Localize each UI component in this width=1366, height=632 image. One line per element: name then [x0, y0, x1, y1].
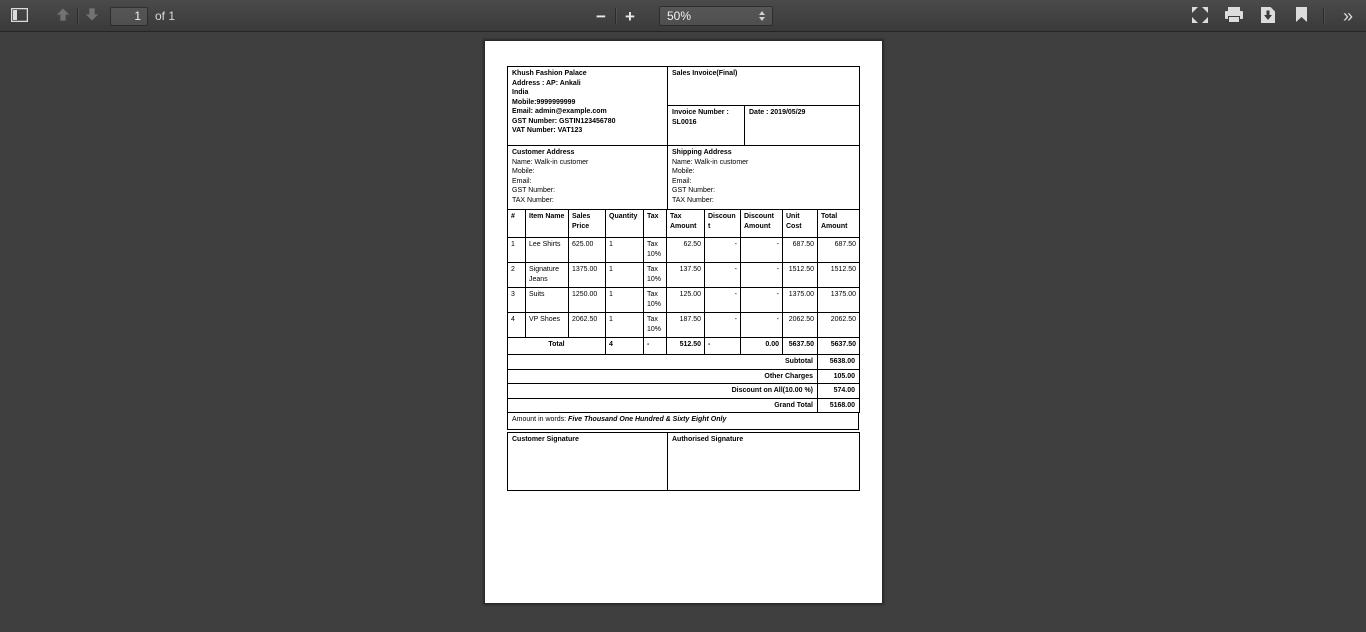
item-cell: Tax 10% — [644, 313, 667, 338]
invoice-title: Sales Invoice(Final) — [668, 67, 860, 106]
zoom-select[interactable] — [659, 6, 773, 26]
customer-address-heading: Customer Address — [512, 149, 575, 156]
item-cell: Lee Shirts — [526, 238, 569, 263]
fullscreen-expand-icon — [1192, 7, 1208, 26]
summary-row — [508, 398, 860, 413]
item-cell: 62.50 — [667, 238, 705, 263]
company-email: Email: admin@example.com — [512, 108, 607, 115]
item-cell: 1 — [606, 288, 644, 313]
item-cell: 1250.00 — [569, 288, 606, 313]
column-header: Total Amount — [818, 210, 860, 238]
shipping-gst: GST Number: — [672, 187, 716, 194]
summary-label: Other Charges — [508, 369, 818, 384]
company-gst: GST Number: GSTIN123456780 — [512, 117, 616, 125]
summary-body — [508, 355, 860, 413]
column-header: Discount — [705, 210, 741, 238]
zoom-out-icon: − — [596, 6, 606, 26]
print-button[interactable] — [1221, 3, 1247, 29]
customer-signature-label: Customer Signature — [508, 433, 668, 491]
summary-table — [507, 354, 860, 413]
page-number-input[interactable] — [110, 7, 148, 26]
invoice-number: SL0016 — [672, 118, 697, 126]
item-cell: VP Shoes — [526, 313, 569, 338]
item-cell: - — [705, 313, 741, 338]
viewer-area[interactable] — [0, 33, 1366, 632]
item-cell: - — [741, 288, 783, 313]
item-cell: 2062.50 — [569, 313, 606, 338]
amount-in-words-text: Five Thousand One Hundred & Sixty Eight Only — [568, 416, 727, 423]
previous-page-button[interactable] — [51, 3, 75, 29]
item-row — [508, 263, 860, 288]
signature-table — [507, 432, 860, 491]
company-mobile: Mobile:9999999999 — [512, 98, 576, 106]
total-tax: - — [644, 338, 667, 355]
shipping-name: Name: Walk-in customer — [672, 158, 749, 166]
item-cell: - — [705, 263, 741, 288]
invoice-header-table — [507, 66, 860, 146]
items-header-row — [508, 210, 860, 238]
item-cell: 4 — [508, 313, 526, 338]
invoice-date: Date : 2019/05/29 — [745, 106, 860, 146]
invoice-number-cell — [668, 106, 745, 146]
presentation-mode-button[interactable] — [1187, 3, 1213, 29]
select-spinner-icon — [759, 11, 765, 21]
column-header: Sales Price — [569, 210, 606, 238]
authorised-signature-label: Authorised Signature — [668, 433, 860, 491]
item-cell: Signature Jeans — [526, 263, 569, 288]
item-cell: 2062.50 — [818, 313, 860, 338]
column-header: # — [508, 210, 526, 238]
customer-mobile: Mobile: — [512, 168, 535, 175]
customer-name: Name: Walk-in customer — [512, 158, 589, 166]
item-cell: 1512.50 — [783, 263, 818, 288]
item-cell: - — [705, 238, 741, 263]
zoom-in-button[interactable] — [618, 3, 642, 29]
zoom-value: 50% — [667, 9, 692, 23]
customer-address — [508, 146, 668, 210]
total-tax-amount: 512.50 — [667, 338, 705, 355]
item-cell: 2062.50 — [783, 313, 818, 338]
download-icon — [1261, 7, 1275, 26]
zoom-out-button[interactable] — [589, 3, 613, 29]
item-cell: 3 — [508, 288, 526, 313]
items-table — [507, 209, 860, 355]
item-cell: 1375.00 — [783, 288, 818, 313]
amount-in-words — [508, 413, 859, 430]
column-header: Tax — [644, 210, 667, 238]
item-row — [508, 238, 860, 263]
item-cell: - — [741, 238, 783, 263]
invoice-document — [507, 66, 859, 491]
item-cell: 125.00 — [667, 288, 705, 313]
summary-value: 5638.00 — [818, 355, 860, 370]
item-cell: 1 — [606, 313, 644, 338]
item-cell: Suits — [526, 288, 569, 313]
item-cell: Tax 10% — [644, 263, 667, 288]
column-header: Item Name — [526, 210, 569, 238]
download-button[interactable] — [1255, 3, 1281, 29]
shipping-tax: TAX Number: — [672, 196, 714, 204]
total-discount: - — [705, 338, 741, 355]
item-row — [508, 288, 860, 313]
summary-label: Grand Total — [508, 398, 818, 413]
items-table-body — [508, 238, 860, 338]
printer-icon — [1225, 7, 1243, 26]
shipping-address-heading: Shipping Address — [672, 149, 732, 156]
item-cell: 1375.00 — [569, 263, 606, 288]
item-cell: 1 — [606, 263, 644, 288]
item-cell: Tax 10% — [644, 238, 667, 263]
pdf-toolbar — [0, 0, 1366, 32]
page-count-label: of 1 — [155, 9, 176, 23]
total-discount-amount: 0.00 — [741, 338, 783, 355]
amount-in-words-label: Amount in words: — [512, 416, 567, 423]
toolbar-separator — [615, 8, 616, 24]
arrow-down-icon — [85, 8, 99, 24]
column-header: Tax Amount — [667, 210, 705, 238]
shipping-mobile: Mobile: — [672, 168, 695, 175]
summary-value: 105.00 — [818, 369, 860, 384]
company-address: Address : AP: Ankali — [512, 79, 581, 87]
company-name: Khush Fashion Palace — [512, 70, 587, 77]
bookmark-icon — [1296, 7, 1307, 25]
summary-row — [508, 369, 860, 384]
toolbar-separator — [1323, 8, 1324, 24]
item-cell: 1 — [606, 238, 644, 263]
item-cell: 1375.00 — [818, 288, 860, 313]
bookmark-current-view-button[interactable] — [1289, 3, 1313, 29]
summary-value: 574.00 — [818, 384, 860, 399]
customer-email: Email: — [512, 177, 532, 185]
next-page-button[interactable] — [80, 3, 104, 29]
pdf-page — [485, 41, 882, 603]
sidebar-toggle-button[interactable] — [6, 3, 32, 29]
summary-label: Subtotal — [508, 355, 818, 370]
company-vat: VAT Number: VAT123 — [512, 127, 583, 134]
invoice-number-label: Invoice Number : — [672, 109, 729, 116]
column-header: Quantity — [606, 210, 644, 238]
zoom-in-icon: + — [625, 6, 635, 26]
item-cell: - — [741, 313, 783, 338]
company-country: India — [512, 89, 529, 96]
item-cell: 625.00 — [569, 238, 606, 263]
item-cell: 2 — [508, 263, 526, 288]
customer-tax: TAX Number: — [512, 196, 554, 204]
item-cell: 1 — [508, 238, 526, 263]
total-label: Total — [508, 338, 606, 355]
sidebar-toggle-icon — [11, 8, 28, 25]
shipping-email: Email: — [672, 177, 692, 185]
item-cell: 687.50 — [783, 238, 818, 263]
address-table — [507, 145, 860, 210]
summary-value: 5168.00 — [818, 398, 860, 413]
arrow-up-icon — [56, 8, 70, 24]
item-cell: 187.50 — [667, 313, 705, 338]
customer-gst: GST Number: — [512, 187, 556, 194]
summary-label: Discount on All(10.00 %) — [508, 384, 818, 399]
column-header: Discount Amount — [741, 210, 783, 238]
double-chevron-right-icon: » — [1342, 5, 1351, 26]
summary-row — [508, 355, 860, 370]
total-unit-cost: 5637.50 — [783, 338, 818, 355]
item-cell: - — [741, 263, 783, 288]
item-row — [508, 313, 860, 338]
item-cell: 1512.50 — [818, 263, 860, 288]
total-quantity: 4 — [606, 338, 644, 355]
company-info — [508, 67, 668, 146]
item-cell: 687.50 — [818, 238, 860, 263]
toolbar-separator — [77, 8, 78, 24]
items-total-row — [508, 338, 860, 355]
item-cell: 137.50 — [667, 263, 705, 288]
item-cell: - — [705, 288, 741, 313]
more-tools-button[interactable] — [1334, 3, 1360, 29]
summary-row — [508, 384, 860, 399]
total-amount: 5637.50 — [818, 338, 860, 355]
shipping-address — [668, 146, 860, 210]
column-header: Unit Cost — [783, 210, 818, 238]
amount-in-words-table — [507, 412, 859, 430]
item-cell: Tax 10% — [644, 288, 667, 313]
